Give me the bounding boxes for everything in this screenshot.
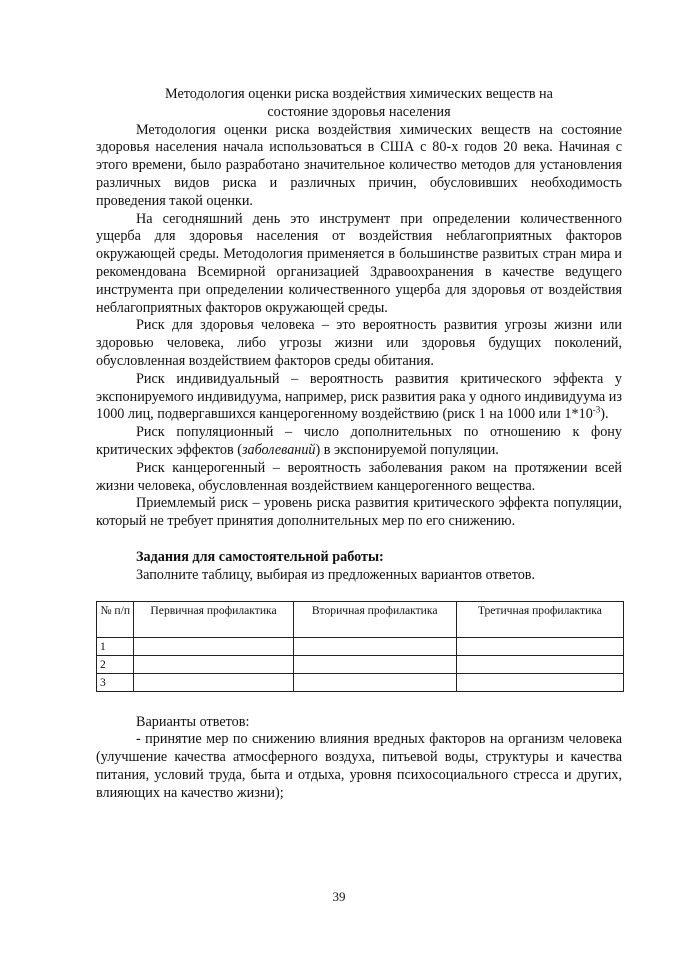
prophylaxis-table <box>96 601 624 692</box>
table-cell <box>293 673 456 691</box>
paragraph-4-text: Риск индивидуальный – вероятность развития критического эффекта у экспонируемого индивидуума, например, риск развития рака у одного индивидуума из 1000 лиц, подвергавшихся канцерогенному воздействию (риск 1 на 1000 или 1*10 <box>96 370 622 423</box>
paragraph-1: Методология оценки риска воздействия химических веществ на состояние здоровья населения начала использоваться в США с 80-х годов 20 века. Начиная с этого времени, было разработано значительное количество методов для установления различных видов риска и различных причин, обусловивших необходимость проведения такой оценки. <box>96 121 622 209</box>
header-secondary: Вторичная профилактика <box>293 601 456 637</box>
task-text: Заполните таблицу, выбирая из предложенных вариантов ответов. <box>136 566 536 583</box>
paragraph-7: Приемлемый риск – уровень риска развития критического эффекта популяции, который не требует принятия дополнительных мер по его снижению. <box>96 495 622 530</box>
table-cell <box>456 673 623 691</box>
table-row <box>97 637 624 655</box>
table-cell <box>134 673 293 691</box>
table-cell <box>456 637 623 655</box>
table-cell <box>293 637 456 655</box>
table-row <box>97 655 624 673</box>
paragraph-5 <box>96 424 622 460</box>
task-heading: Задания для самостоятельной работы: <box>136 548 384 565</box>
title-line-2: состояние здоровья населения <box>267 103 451 120</box>
table-cell <box>456 655 623 673</box>
paragraph-4 <box>96 371 622 424</box>
table-cell <box>293 655 456 673</box>
document-page <box>96 86 622 803</box>
variants-label: Варианты ответов: <box>136 713 250 730</box>
paragraph-6: Риск канцерогенный – вероятность заболевания раком на протяжении всей жизни человека, обусловленная воздействием канцерогенного вещества. <box>96 459 622 494</box>
table-cell: 1 <box>97 637 134 655</box>
paragraph-4-end: ). <box>600 406 609 423</box>
table-header-row <box>97 601 624 637</box>
title-line-1: Методология оценки риска воздействия химических веществ на <box>165 86 553 102</box>
paragraph-5-italic: заболеваний <box>241 441 316 458</box>
table-cell: 2 <box>97 655 134 673</box>
header-tertiary: Третичная профилактика <box>456 601 623 637</box>
table-row <box>97 673 624 691</box>
paragraph-3: Риск для здоровья человека – это вероятность развития угрозы жизни или здоровью человека, либо угрозы жизни или здоровья будущих поколений, обусловленная воздействием факторов среды обитания. <box>96 317 622 369</box>
header-number: № п/п <box>97 601 134 637</box>
header-primary: Первичная профилактика <box>134 601 293 637</box>
paragraph-5-text-a: Риск популяционный – число дополнительных по отношению к фону критических эффектов ( <box>96 424 622 458</box>
table-cell <box>134 655 293 673</box>
paragraph-5-text-b: ) в экспонируемой популяции. <box>315 441 499 458</box>
variant-1: - принятие мер по снижению влияния вредных факторов на организм человека (улучшение качества атмосферного воздуха, питьевой воды, структуры и качества питания, условий труда, быта и отдыха, уровня психосоциального стресса и других, влияющих на качество жизни); <box>96 731 622 801</box>
table-cell <box>134 637 293 655</box>
paragraph-4-exponent: -3 <box>592 404 601 415</box>
page-number: 39 <box>332 889 346 904</box>
table-cell: 3 <box>97 673 134 691</box>
paragraph-2: На сегодняшний день это инструмент при определении количественного ущерба для здоровья населения от воздействия неблагоприятных факторов окружающей среды. Методология применяется в большинстве развитых стран мира и рекомендована Всемирной организацией Здравоохранения в качестве ведущего инструмента при определении количественного ущерба для здоровья от воздействия неблагоприятных факторов окружающей среды. <box>96 210 622 316</box>
